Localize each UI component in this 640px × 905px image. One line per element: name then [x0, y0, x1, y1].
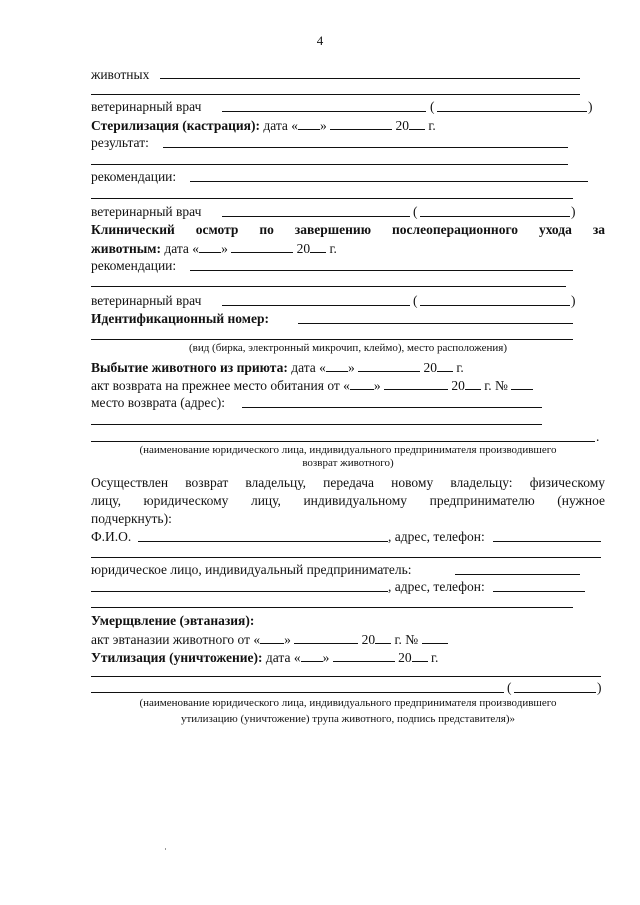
recommendations1-label: рекомендации:: [91, 169, 177, 184]
disposal-paren-open: (: [507, 680, 512, 695]
recommendations2-label: рекомендации:: [91, 258, 177, 273]
sterilization-month-field[interactable]: [330, 116, 392, 130]
disposal-caption-1: (наименование юридического лица, индивидуального предпринимателя производившего: [139, 697, 557, 709]
legal-entity-field[interactable]: [455, 574, 580, 575]
owner-text-2: лицу, юридическому лицу, индивидуальному предпринимателю (нужное: [91, 493, 605, 508]
sterilization-year-field[interactable]: [409, 116, 425, 130]
return-number-field[interactable]: [511, 376, 533, 390]
return-year-suffix: г. №: [484, 378, 508, 393]
clinical-line2: [91, 239, 605, 256]
id-field[interactable]: [298, 323, 573, 324]
euthanasia-year-field[interactable]: [375, 630, 391, 644]
recommendations2-line: [91, 257, 605, 274]
page-number: 4: [316, 33, 324, 48]
vet1-line: [91, 98, 605, 115]
recommendations1-field[interactable]: [190, 181, 588, 182]
id-caption: (вид (бирка, электронный микрочип, клеймо), место расположения): [188, 342, 508, 354]
euthanasia-month-field[interactable]: [294, 630, 358, 644]
return-org-caption-1: (наименование юридического лица, индивидуального предпринимателя производившего: [139, 444, 557, 456]
result-line: [91, 134, 605, 151]
fio-field[interactable]: [138, 541, 388, 542]
fio-label: Ф.И.О.: [91, 529, 132, 544]
euthanasia-date-mid: »: [284, 632, 291, 647]
vet1-name-field[interactable]: [222, 111, 426, 112]
sterilization-year-suffix: г.: [428, 118, 436, 133]
disposal-org-field-2[interactable]: [91, 692, 504, 693]
disposal-paren-close: ): [597, 680, 602, 695]
sterilization-year: 20: [395, 118, 410, 133]
result-field[interactable]: [163, 147, 568, 148]
vet1-paren-close: ): [588, 99, 593, 114]
departure-year: 20: [423, 360, 437, 375]
clinical-month-field[interactable]: [231, 239, 293, 253]
scan-speck: [165, 848, 166, 850]
disposal-year: 20: [398, 650, 412, 665]
return-place-label: место возврата (адрес):: [91, 395, 225, 410]
disposal-caption-2: утилизацию (уничтожение) трупа животного, подпись представителя)»: [180, 713, 515, 725]
disposal-year-field[interactable]: [412, 648, 428, 662]
return-month-field[interactable]: [384, 376, 448, 390]
disposal-org-field[interactable]: [91, 676, 601, 677]
return-org-caption-2: возврат животного): [302, 457, 394, 469]
vet1-paren-open: (: [430, 99, 435, 114]
animals-line: [91, 66, 605, 83]
departure-year-field[interactable]: [437, 358, 453, 372]
euthanasia-year-suffix: г. №: [394, 632, 419, 647]
disposal-line: [91, 648, 605, 665]
return-place-field-2[interactable]: [91, 424, 542, 425]
owner-text-3: подчеркнуть):: [91, 511, 172, 526]
fio-address-label: , адрес, телефон:: [388, 529, 485, 544]
clinical-year: 20: [296, 241, 311, 256]
sterilization-date-mid: »: [320, 118, 327, 133]
legal-entity-label: юридическое лицо, индивидуальный предприниматель:: [91, 562, 412, 577]
disposal-year-suffix: г.: [430, 650, 439, 665]
legal-entity-field-3[interactable]: [91, 607, 573, 608]
departure-title: Выбытие животного из приюта:: [91, 360, 288, 375]
disposal-date-mid: »: [322, 650, 330, 665]
vet1-sign-field[interactable]: [437, 111, 587, 112]
sterilization-date-prefix: дата «: [263, 118, 299, 133]
vet3-name-field[interactable]: [222, 305, 410, 306]
fio-line: [91, 528, 605, 545]
clinical-year-field[interactable]: [310, 239, 326, 253]
clinical-date-prefix: дата «: [164, 241, 200, 256]
disposal-month-field[interactable]: [333, 648, 395, 662]
vet3-paren-open: (: [413, 293, 418, 308]
fio-field-2[interactable]: [91, 557, 601, 558]
id-title: Идентификационный номер:: [91, 311, 269, 326]
departure-date-mid: »: [347, 360, 355, 375]
return-date-mid: »: [373, 378, 381, 393]
vet3-sign-field[interactable]: [420, 305, 570, 306]
euthanasia-title: Умерщвление (эвтаназия):: [91, 613, 255, 628]
recommendations1-field-2[interactable]: [91, 198, 573, 199]
recommendations1-line: [91, 168, 605, 185]
return-year: 20: [451, 378, 465, 393]
return-act-line: [91, 376, 605, 393]
return-day-field[interactable]: [350, 376, 374, 390]
disposal-title: Утилизация (уничтожение):: [91, 650, 263, 665]
departure-month-field[interactable]: [358, 358, 420, 372]
recommendations2-field[interactable]: [190, 270, 573, 271]
clinical-title: Клинический осмотр по завершению послеоперационного ухода за: [91, 222, 605, 237]
euthanasia-act-line: [91, 630, 605, 647]
legal-entity-line: [91, 561, 605, 578]
id-field-2[interactable]: [91, 339, 573, 340]
vet3-paren-close: ): [571, 293, 576, 308]
euthanasia-act-label: акт эвтаназии животного от «: [91, 632, 261, 647]
vet2-label: ветеринарный врач: [91, 204, 202, 219]
vet3-line: [91, 292, 605, 309]
euthanasia-line: [91, 612, 605, 629]
disposal-date-prefix: дата «: [265, 650, 301, 665]
disposal-sign-field[interactable]: [514, 692, 596, 693]
return-org-field[interactable]: [91, 441, 595, 442]
result-label: результат:: [91, 135, 149, 150]
vet1-label: ветеринарный врач: [91, 99, 202, 114]
euthanasia-number-field[interactable]: [422, 630, 448, 644]
departure-day-field[interactable]: [326, 358, 348, 372]
sterilization-title: Стерилизация (кастрация):: [91, 118, 260, 133]
euthanasia-year: 20: [361, 632, 376, 647]
return-act-label: акт возврата на прежнее место обитания от «: [91, 378, 350, 393]
legal-address-field[interactable]: [493, 591, 585, 592]
legal-entity-field-2[interactable]: [91, 591, 388, 592]
disposal-day-field[interactable]: [301, 648, 323, 662]
clinical-bold2: животным:: [91, 241, 161, 256]
return-place-field[interactable]: [242, 407, 542, 408]
return-place-line: [91, 394, 605, 411]
clinical-year-suffix: г.: [329, 241, 337, 256]
owner-text-1: Осуществлен возврат владельцу, передача новому владельцу: физическому: [91, 475, 605, 490]
vet3-label: ветеринарный врач: [91, 293, 202, 308]
vet2-sign-field[interactable]: [420, 216, 570, 217]
animals-label: животных: [91, 67, 150, 82]
id-line: [91, 310, 605, 327]
return-org-period: .: [596, 429, 600, 444]
animals-field-2[interactable]: [91, 94, 580, 95]
clinical-date-mid: »: [221, 241, 228, 256]
clinical-day-field[interactable]: [199, 239, 221, 253]
animals-field[interactable]: [160, 78, 580, 79]
result-field-2[interactable]: [91, 164, 568, 165]
legal-address-label: , адрес, телефон:: [388, 579, 485, 594]
departure-date-prefix: дата «: [291, 360, 326, 375]
vet2-line: [91, 203, 605, 220]
sterilization-day-field[interactable]: [298, 116, 320, 130]
recommendations2-field-2[interactable]: [91, 286, 566, 287]
vet2-paren-close: ): [571, 204, 576, 219]
vet2-paren-open: (: [413, 204, 418, 219]
departure-year-suffix: г.: [456, 360, 464, 375]
return-year-field[interactable]: [465, 376, 481, 390]
vet2-name-field[interactable]: [222, 216, 410, 217]
departure-line: [91, 358, 605, 375]
euthanasia-day-field[interactable]: [260, 630, 284, 644]
sterilization-line: [91, 116, 605, 133]
fio-address-field[interactable]: [493, 541, 601, 542]
